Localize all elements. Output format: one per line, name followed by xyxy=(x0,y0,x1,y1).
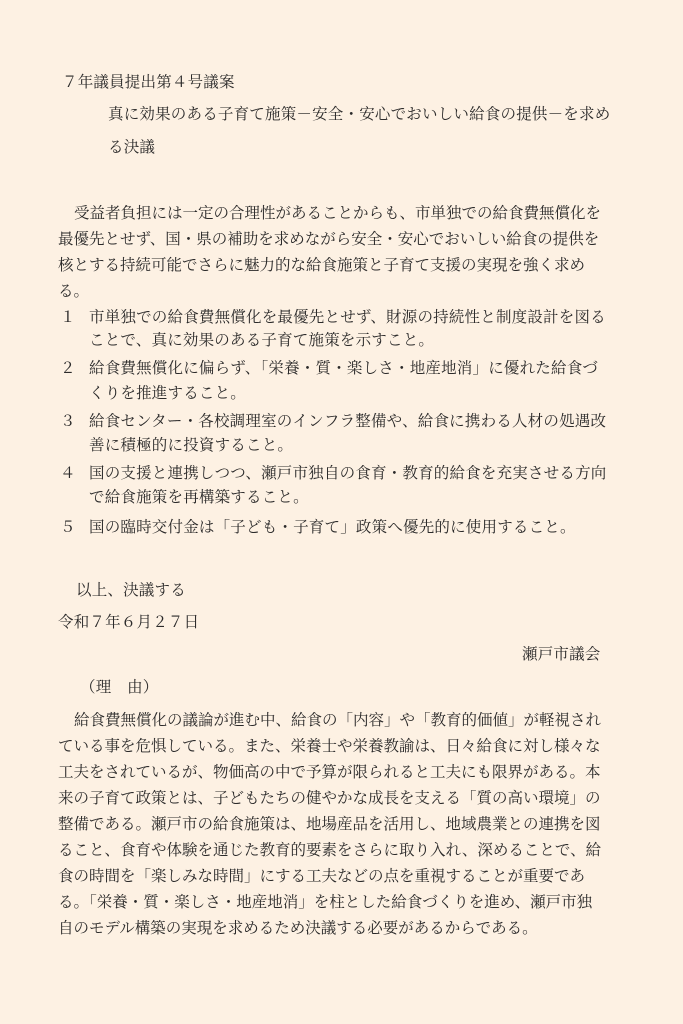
item-number: ５ xyxy=(60,518,76,536)
bill-number: ７年議員提出第４号議案 xyxy=(62,73,235,91)
reason-line: 自のモデル構築の実現を求めるため決議する必要があるからである。 xyxy=(58,919,538,937)
title-line-1: 真に効果のある子育て施策－安全・安心でおいしい給食の提供－を求め xyxy=(108,105,611,123)
item-line: 国の支援と連携しつつ、瀬戸市独自の食育・教育的給食を充実させる方向 xyxy=(89,464,607,482)
reason-line: ている事を危惧している。また、栄養士や栄養教諭は、日々給食に対し様々な xyxy=(58,737,601,755)
item-line: 給食センター・各校調理室のインフラ整備や、給食に携わる人材の処遇改 xyxy=(89,412,607,430)
resolution-date: 令和７年６月２７日 xyxy=(58,613,200,631)
reason-line: 整備である。瀬戸市の給食施策は、地場産品を活用し、地域農業との連携を図 xyxy=(58,815,601,833)
item-line: ことで、真に効果のある子育て施策を示すこと。 xyxy=(89,331,435,349)
item-line: 市単独での給食費無償化を最優先とせず、財源の持続性と制度設計を図る xyxy=(89,308,606,326)
item-number: ２ xyxy=(60,359,76,377)
item-line: くりを推進すること。 xyxy=(89,384,247,402)
item-number: ３ xyxy=(60,412,76,430)
intro-line: 核とする持続可能でさらに魅力的な給食施策と子育て支援の実現を強く求め xyxy=(58,256,586,274)
item-number: ４ xyxy=(60,464,76,482)
reason-line: 食の時間を「楽しみな時間」にする工夫などの点を重視することが重要であ xyxy=(58,867,586,885)
reason-heading: （理 由） xyxy=(80,678,159,696)
item-number: １ xyxy=(60,308,76,326)
title-line-2: る決議 xyxy=(108,138,156,156)
intro-line: 最優先とせず、国・県の補助を求めながら安全・安心でおいしい給食の提供を xyxy=(58,230,600,248)
reason-line: る。「栄養・質・楽しさ・地産地消」を柱とした給食づくりを進め、瀬戸市独 xyxy=(58,893,593,911)
reason-line: 給食費無償化の議論が進む中、給食の「内容」や「教育的価値」が軽視され xyxy=(74,711,602,729)
item-line: 給食費無償化に偏らず、「栄養・質・楽しさ・地産地消」に優れた給食づ xyxy=(89,359,599,377)
intro-line: る。 xyxy=(58,282,90,300)
reason-line: 来の子育て政策とは、子どもたちの健やかな成長を支える「質の高い環境」の xyxy=(58,789,601,807)
item-line: で給食施策を再構築すること。 xyxy=(89,488,309,506)
reason-line: ること、食育や体験を通じた教育的要素をさらに取り入れ、深めることで、給 xyxy=(58,841,602,859)
item-line: 善に積極的に投資すること。 xyxy=(89,436,294,454)
council-name: 瀬戸市議会 xyxy=(522,645,601,663)
item-line: 国の臨時交付金は「子ども・子育て」政策へ優先的に使用すること。 xyxy=(89,518,576,536)
reason-paragraph xyxy=(58,710,601,938)
closing-statement: 以上、決議する xyxy=(76,581,186,599)
intro-paragraph xyxy=(58,203,601,301)
intro-line: 受益者負担には一定の合理性があることからも、市単独での給食費無償化を xyxy=(74,204,602,222)
reason-line: 工夫をされているが、物価高の中で予算が限られると工夫にも限界がある。本 xyxy=(58,763,601,781)
